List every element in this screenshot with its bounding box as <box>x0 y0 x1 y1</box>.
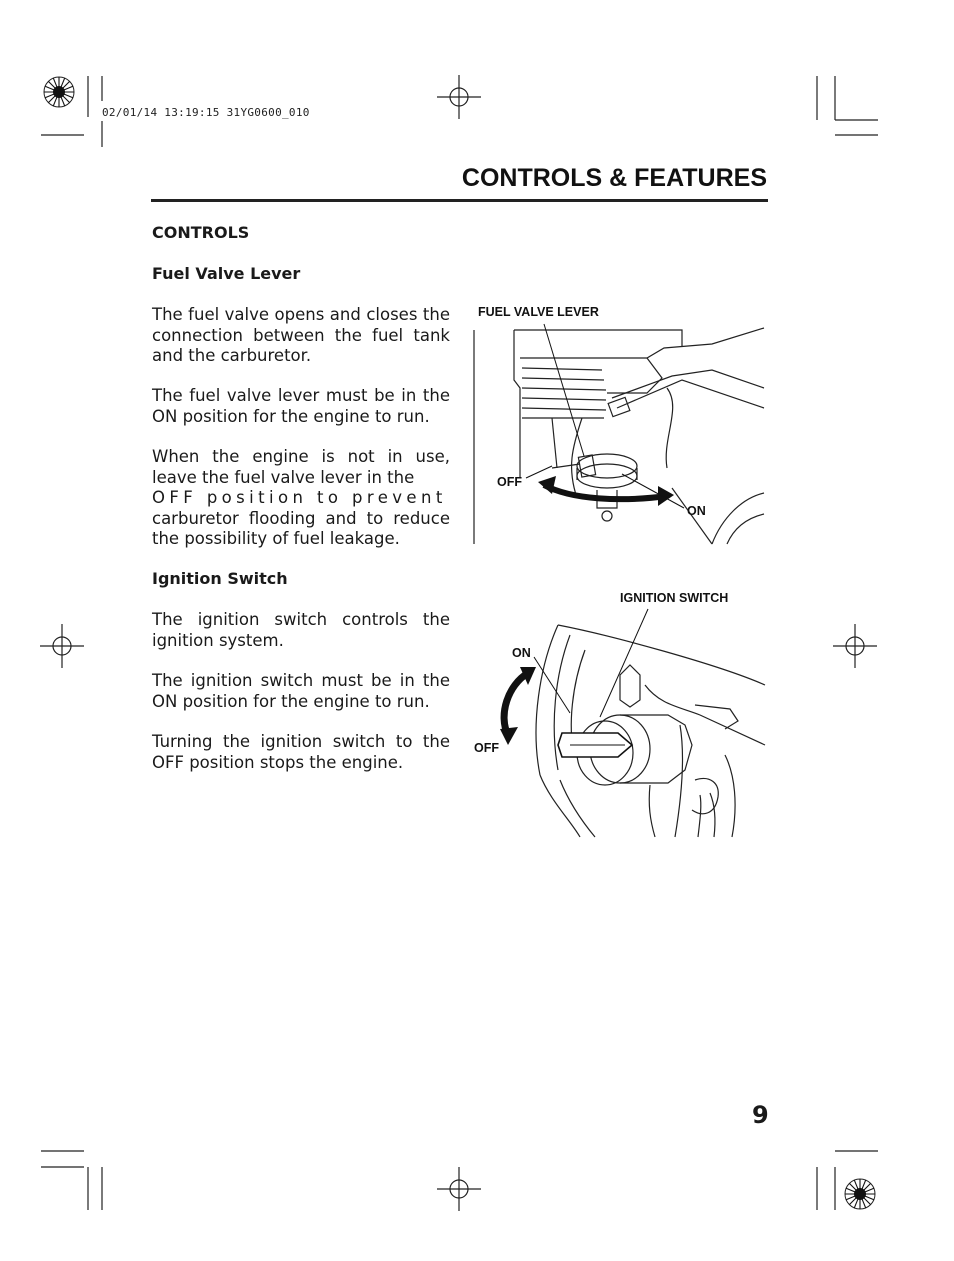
ignition-switch-callout: IGNITION SWITCH <box>620 591 729 605</box>
fuel-valve-heading: Fuel Valve Lever <box>152 264 301 283</box>
fuel-valve-paragraph-1: The fuel valve opens and closes the connection between the fuel tank and the carburetor. <box>152 305 450 365</box>
page-number: 9 <box>752 1101 769 1129</box>
print-stamp: 02/01/14 13:19:15 31YG0600_010 <box>102 106 310 119</box>
ignition-paragraph-2: The ignition switch must be in the ON position for the engine to run. <box>152 671 450 711</box>
ignition-paragraph-3: Turning the ignition switch to the OFF position stops the engine. <box>152 732 450 772</box>
fuel-valve-paragraph-3-b: OFF position to prevent <box>152 488 447 507</box>
ignition-paragraph-1: The ignition switch controls the ignition system. <box>152 610 450 650</box>
ignition-off-label: OFF <box>474 741 499 755</box>
page-title: CONTROLS & FEATURES <box>461 164 767 192</box>
title-rule <box>151 199 768 202</box>
fuel-valve-off-label: OFF <box>497 475 522 489</box>
fuel-valve-paragraph-2: The fuel valve lever must be in the ON position for the engine to run. <box>152 386 450 426</box>
ignition-on-label: ON <box>512 646 531 660</box>
ignition-heading: Ignition Switch <box>152 569 288 588</box>
fuel-valve-paragraph-3-c: carburetor flooding and to reduce the possibility of fuel leakage. <box>152 508 450 548</box>
fuel-valve-on-label: ON <box>687 504 706 518</box>
ignition-switch-illustration <box>470 605 770 845</box>
fuel-valve-illustration <box>472 318 772 558</box>
fuel-valve-lever-callout: FUEL VALVE LEVER <box>478 305 599 319</box>
section-heading: CONTROLS <box>152 223 250 242</box>
fuel-valve-paragraph-3 <box>152 447 450 550</box>
fuel-valve-paragraph-3-a: When the engine is not in use, leave the fuel valve lever in the <box>152 447 450 487</box>
